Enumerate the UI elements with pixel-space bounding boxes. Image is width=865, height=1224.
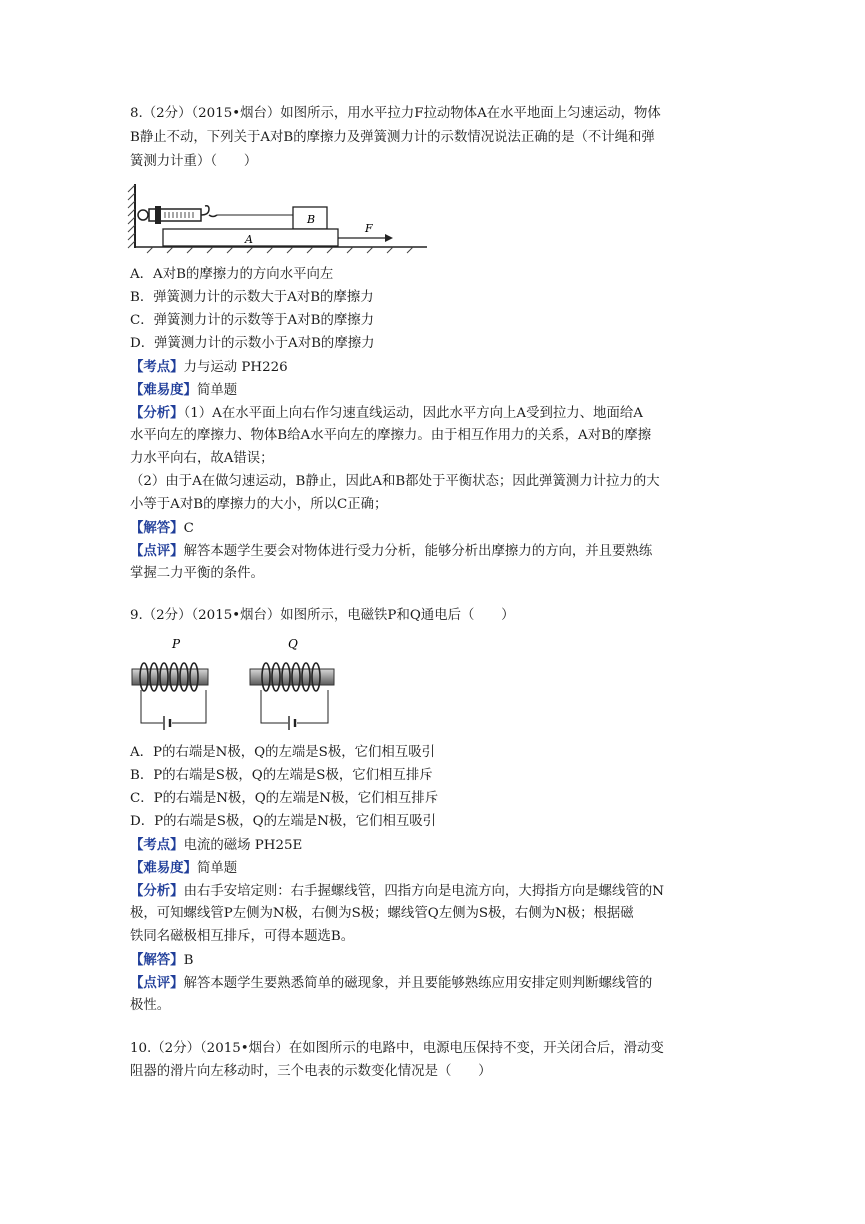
jieda-text: C — [183, 521, 194, 536]
nandu-tag: 【难易度】 — [130, 382, 197, 398]
q9-fenxi-line-2: 极，可知螺线管P左侧为N极，右侧为S极；螺线管Q左侧为S极，右侧为N极；根据磁 — [130, 906, 634, 921]
q9-option-c: C．P的右端是N极，Q的左端是N极，它们相互排斥 — [130, 791, 439, 806]
fenxi-text: 由右手安培定则：右手握螺线管，四指方向是电流方向，大拇指方向是螺线管的N — [183, 884, 664, 899]
wall-hatching — [128, 185, 135, 248]
fenxi-tag: 【分析】 — [130, 883, 184, 899]
nandu-text: 简单题 — [196, 861, 238, 876]
q8-jieda — [130, 518, 194, 538]
q8-fenxi — [130, 403, 643, 423]
q8-fenxi-line-4: （2）由于A在做匀速运动，B静止，因此A和B都处于平衡状态；因此弹簧测力计拉力的大 — [130, 474, 660, 489]
nandu-tag: 【难易度】 — [130, 860, 197, 876]
dianping-tag: 【点评】 — [130, 543, 184, 559]
q-wire-left — [261, 690, 288, 723]
q8-stem-line-3: 簧测力计重）（ ） — [130, 154, 258, 169]
p-wire-left — [141, 690, 163, 723]
q10-stem-line-2: 阻器的滑片向左移动时，三个电表的示数变化情况是（ ） — [130, 1064, 492, 1079]
q8-dianping — [130, 541, 652, 561]
force-arrowhead — [385, 234, 393, 242]
q9-jieda — [130, 950, 193, 970]
jieda-tag: 【解答】 — [130, 520, 184, 536]
q8-option-b: B．弹簧测力计的示数大于A对B的摩擦力 — [130, 290, 374, 305]
q8-stem-line-1: 8.（2分）（2015•烟台）如图所示，用水平拉力F拉动物体A在水平地面上匀速运动，物体 — [130, 106, 661, 121]
q8-option-d: D．弹簧测力计的示数小于A对B的摩擦力 — [130, 336, 375, 351]
jieda-tag: 【解答】 — [130, 952, 184, 968]
q9-fenxi-line-3: 铁同名磁极相互排斥，可得本题选B。 — [130, 929, 355, 944]
q9-option-d: D．P的右端是S极，Q的左端是N极，它们相互吸引 — [130, 814, 437, 829]
q9-dianping — [130, 973, 652, 993]
scale-ring — [138, 210, 148, 220]
ground-hatching — [147, 247, 413, 253]
dianping-text: 解答本题学生要会对物体进行受力分析，能够分析出摩擦力的方向，并且要熟练 — [183, 544, 653, 559]
fenxi-text: （1）A在水平面上向右作匀速直线运动，因此水平方向上A受到拉力、地面给A — [183, 406, 643, 421]
label-q: Q — [288, 637, 298, 651]
q9-fenxi — [130, 881, 664, 901]
force-label: F — [365, 222, 373, 235]
block-a-label: A — [245, 233, 253, 246]
q8-dianping-line-2: 掌握二力平衡的条件。 — [130, 566, 264, 581]
dianping-text: 解答本题学生要熟悉简单的磁现象，并且要能够熟练应用安排定则判断螺线管的 — [183, 976, 653, 991]
q9-option-a: A．P的右端是N极，Q的左端是S极，它们相互吸引 — [130, 745, 435, 760]
q8-nandu — [130, 380, 237, 400]
q8-fenxi-line-3: 力水平向右，故A错误； — [130, 451, 274, 466]
q10-stem-line-1: 10.（2分）（2015•烟台）在如图所示的电路中，电源电压保持不变，开关闭合后，滑动变 — [130, 1041, 664, 1056]
q-wire-right — [297, 690, 328, 723]
q9-nandu — [130, 858, 237, 878]
fenxi-tag: 【分析】 — [130, 405, 184, 421]
q8-figure-spring-blocks — [127, 182, 432, 254]
jieda-text: B — [183, 953, 194, 968]
q8-option-c: C．弹簧测力计的示数等于A对B的摩擦力 — [130, 313, 375, 328]
q9-option-b: B．P的右端是S极，Q的左端是S极，它们相互排斥 — [130, 768, 433, 783]
label-p: P — [172, 637, 181, 651]
kaodian-text: 电流的磁场 PH25E — [183, 838, 303, 853]
q8-fenxi-line-2: 水平向左的摩擦力、物体B给A水平向左的摩擦力。由于相互作用力的关系，A对B的摩擦 — [130, 428, 652, 443]
hook — [201, 206, 217, 217]
q9-figure-electromagnets — [130, 632, 340, 737]
nandu-text: 简单题 — [196, 383, 238, 398]
q8-fenxi-line-5: 小等于A对B的摩擦力的大小，所以C正确； — [130, 497, 388, 512]
kaodian-text: 力与运动 PH226 — [183, 360, 288, 375]
kaodian-tag: 【考点】 — [130, 359, 184, 375]
kaodian-tag: 【考点】 — [130, 837, 184, 853]
q8-option-a: A．A对B的摩擦力的方向水平向左 — [130, 267, 334, 282]
q8-kaodian — [130, 357, 288, 377]
q9-kaodian — [130, 835, 302, 855]
q9-stem-line-1: 9.（2分）（2015•烟台）如图所示，电磁铁P和Q通电后（ ） — [130, 608, 515, 623]
scale-pointer — [155, 206, 161, 224]
q8-stem-line-2: B静止不动，下列关于A对B的摩擦力及弹簧测力计的示数情况说法正确的是（不计绳和弹 — [130, 130, 655, 145]
block-b-label: B — [307, 213, 316, 226]
dianping-tag: 【点评】 — [130, 975, 184, 991]
p-wire-right — [172, 690, 206, 723]
q9-dianping-line-2: 极性。 — [130, 998, 171, 1013]
